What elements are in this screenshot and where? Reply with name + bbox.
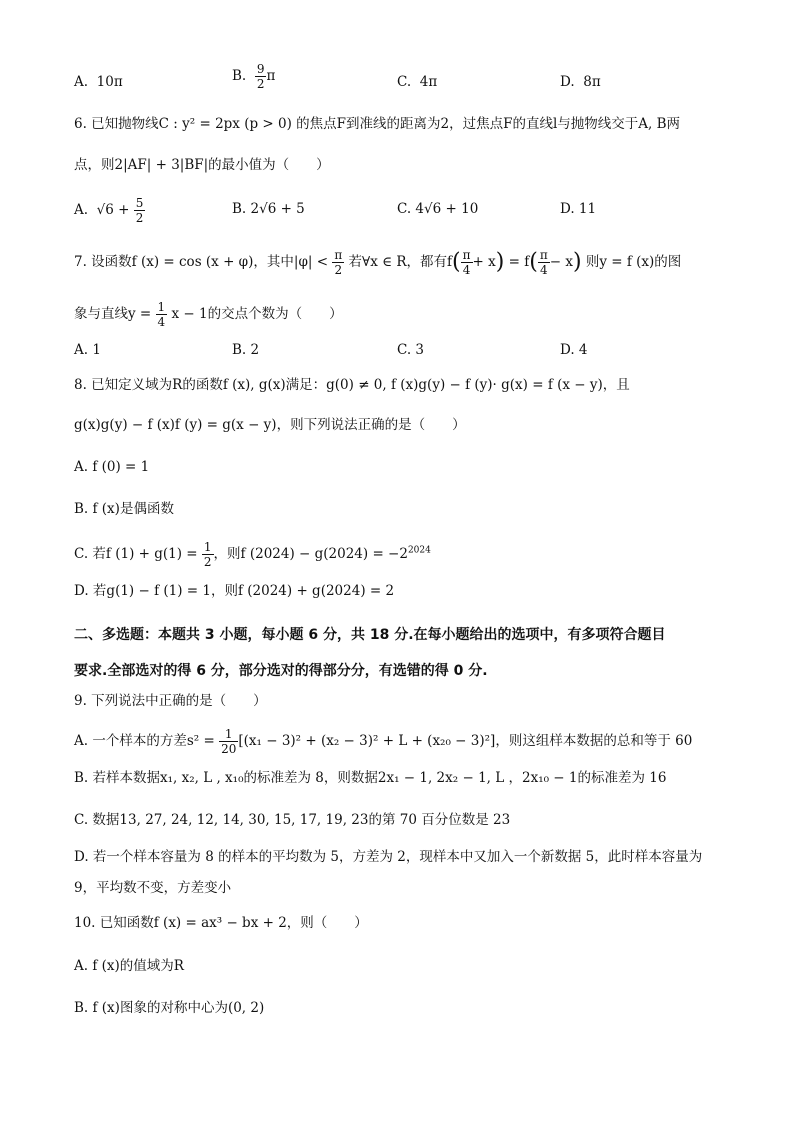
- q10-option-a: A. f (x)的值域为R: [74, 958, 184, 974]
- q6-option-a: A. √6 + $\frac{5}{2}$: [74, 196, 144, 225]
- q8-option-a: A. f (0) = 1: [74, 459, 150, 475]
- q7-option-c: C. 3: [397, 342, 425, 358]
- fraction: $\frac{5}{2}$: [135, 196, 144, 225]
- fraction: $\frac{\pi}{2}$: [334, 248, 343, 277]
- q9-option-d-line2: 9，平均数不变，方差变小: [74, 880, 232, 896]
- q5-option-d: D. 8π: [560, 74, 601, 90]
- q6-option-d: D. 11: [560, 201, 597, 217]
- q6-option-b: B. 2√6 + 5: [232, 201, 305, 217]
- q8-stem-line1: 8. 已知定义域为R的函数f (x), g(x)满足：g(0) ≠ 0, f (x)g(y) − f (y)· g(x) = f (x − y)，且: [74, 377, 630, 393]
- fraction: $\frac{1}{20}$: [221, 727, 237, 756]
- fraction: $\frac{1}{4}$: [157, 300, 166, 329]
- q9-option-b: B. 若样本数据x₁, x₂, L , x₁₀的标准差为 8，则数据2x₁ − 1, 2x₂ − 1, L ，2x₁₀ − 1的标准差为 16: [74, 770, 667, 786]
- q5-option-a: A. 10π: [74, 74, 123, 90]
- q8-option-c: C. 若f (1) + g(1) = $\frac{1}{2}$ ，则f $(2024) - g(2024) = -2^{2024}$: [74, 540, 431, 569]
- q9-option-d-line1: D. 若一个样本容量为 8 的样本的平均数为 5，方差为 2，现样本中又加入一个新数据 5，此时样本容量为: [74, 849, 703, 865]
- q7-option-a: A. 1: [74, 342, 101, 358]
- q10-option-b: B. f (x)图象的对称中心为(0, 2): [74, 1000, 265, 1016]
- section-heading-line1: 二、多选题：本题共 3 小题，每小题 6 分，共 18 分.在每小题给出的选项中，有多项符合题目: [74, 627, 666, 643]
- q6-option-c: C. 4√6 + 10: [397, 201, 479, 217]
- section-heading-line2: 要求.全部选对的得 6 分，部分选对的得部分分，有选错的得 0 分.: [74, 663, 488, 679]
- q8-option-d: D. 若g(1) − f (1) = 1，则f (2024) + g(2024) = 2: [74, 583, 395, 599]
- q7-stem-line1: 7. 设函数f (x) = cos (x + φ)，其中|φ| < $\frac{\pi}{2}$ 若∀x ∈ R，都有f( $\frac{\pi}{4}$ + x) = f( $\frac{\pi}{4}$ − x) 则y = f (x)的图: [74, 248, 682, 277]
- q7-option-d: D. 4: [560, 342, 588, 358]
- fraction: $\frac{9}{2}$: [256, 62, 265, 91]
- fraction: $\frac{\pi}{4}$: [539, 248, 548, 277]
- fraction: $\frac{1}{2}$: [203, 540, 212, 569]
- q10-stem: 10. 已知函数f (x) = ax³ − bx + 2，则（ ）: [74, 915, 368, 931]
- fraction: $\frac{\pi}{4}$: [462, 248, 471, 277]
- q7-option-b: B. 2: [232, 342, 260, 358]
- q9-stem: 9. 下列说法中正确的是（ ）: [74, 693, 267, 709]
- q7-stem-line2: 象与直线y = $\frac{1}{4}$ x − 1的交点个数为（ ）: [74, 300, 343, 329]
- q5-option-c: C. 4π: [397, 74, 438, 90]
- q5-option-b: B. $\frac{9}{2}$ π: [232, 62, 276, 91]
- q6-stem-line1: 6. 已知抛物线C : y² = 2px (p > 0) 的焦点F到准线的距离为2，过焦点F的直线l与抛物线交于A, B两: [74, 116, 681, 132]
- q8-stem-line2: g(x)g(y) − f (x)f (y) = g(x − y)，则下列说法正确的是（ ）: [74, 417, 466, 433]
- q6-stem-line2: 点，则2|AF| + 3|BF|的最小值为（ ）: [74, 157, 330, 173]
- q9-option-a: A. 一个样本的方差s² = $\frac{1}{20}$ [(x₁ − 3)² + (x₂ − 3)² + L + (x₂₀ − 3)²]，则这组样本数据的总和等于 60: [74, 727, 693, 756]
- q9-option-c: C. 数据13, 27, 24, 12, 14, 30, 15, 17, 19, 23的第 70 百分位数是 23: [74, 812, 511, 828]
- q8-option-b: B. f (x)是偶函数: [74, 501, 174, 517]
